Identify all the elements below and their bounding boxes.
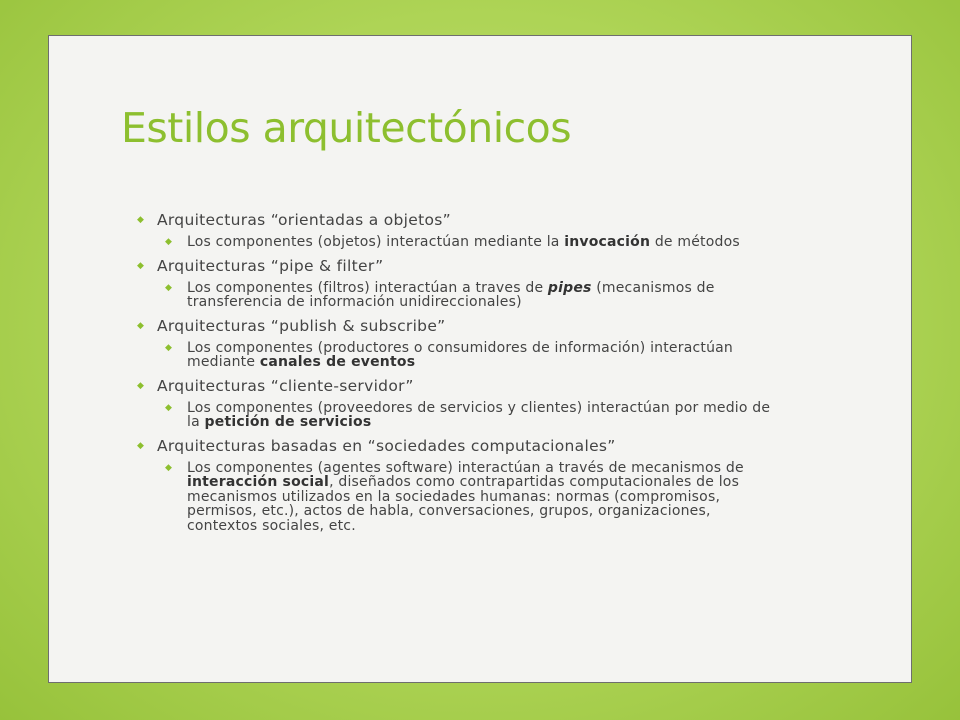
bullet-list [137,211,857,533]
list-item [137,377,857,395]
sub-bold: invocación [564,234,651,250]
diamond-icon: ◆ [165,342,173,353]
sub-bold-italic: pipes [547,279,592,296]
list-item [137,317,857,335]
diamond-icon: ◆ [165,402,173,413]
sub-list-item [137,235,777,250]
sub-text: de métodos [650,234,740,250]
sub-text: Los componentes (agentes software) interactúan a través de mecanismos de [187,459,744,476]
sub-list-item [137,341,777,370]
sub-text: , diseñados como contrapartidas computacionales de los mecanismos utilizados en la sociedades humanas: normas (compromisos, permisos, etc.), actos de habla, conversaciones, grupos, organizaciones, contextos sociales, etc. [187,474,740,534]
diamond-icon: ◆ [137,380,145,391]
sub-text: Los componentes (proveedores de servicios y clientes) interactúan por medio de la [187,399,771,430]
diamond-icon: ◆ [165,282,173,293]
sub-bold: interacción social [187,474,330,490]
sub-text: (mecanismos de transferencia de información unidireccionales) [187,279,715,310]
sub-bold: petición de servicios [204,414,372,430]
diamond-icon: ◆ [137,215,145,225]
slide [48,35,912,683]
diamond-icon: ◆ [137,440,145,451]
sub-bold: canales de eventos [259,354,416,370]
sub-list-item [137,401,777,430]
sub-text: Los componentes (objetos) interactúan mediante la [187,234,565,250]
item-label: Arquitecturas “cliente-servidor” [157,376,414,395]
sub-text: Los componentes (filtros) interactúan a traves de [187,279,548,296]
diamond-icon: ◆ [165,237,173,247]
list-item [137,211,857,229]
sub-list-item [137,461,777,534]
sub-list-item [137,281,777,310]
item-label: Arquitecturas “publish & subscribe” [157,316,446,335]
item-label: Arquitecturas “orientadas a objetos” [157,211,451,229]
item-label: Arquitecturas basadas en “sociedades computacionales” [157,436,616,455]
list-item [137,437,857,455]
item-label: Arquitecturas “pipe & filter” [157,256,384,275]
diamond-icon: ◆ [165,462,173,473]
diamond-icon: ◆ [137,260,145,271]
list-item [137,257,857,275]
sub-text: Los componentes (productores o consumidores de información) interactúan mediante [187,339,733,370]
diamond-icon: ◆ [137,320,145,331]
slide-title: Estilos arquitectónicos [121,104,572,152]
